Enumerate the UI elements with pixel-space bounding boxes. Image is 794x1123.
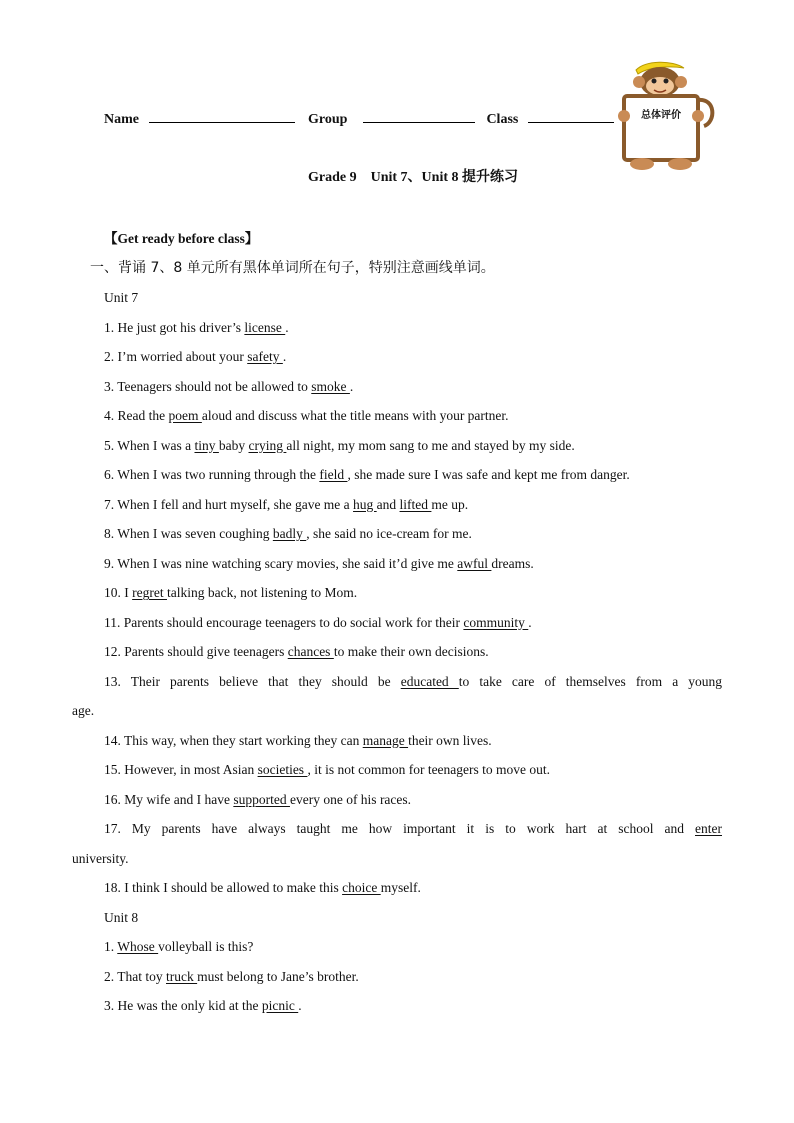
sentence-line [72,431,722,461]
monkey-icon [612,60,718,172]
sentence-text: aloud and discuss what the title means with your partner. [201,408,509,423]
sentence-text: to take care of themselves from a young [458,673,723,689]
class-blank[interactable] [528,108,614,123]
sentence-text: 7. When I fell and hurt myself, she gave me a [104,496,354,512]
sentence-text: all night, my mom sang to me and stayed by my side. [286,437,575,453]
sentence-continuation: age. [72,703,95,718]
underlined-word: Whose [117,939,159,954]
sentence-text: , it is not common for teenagers to move out. [307,762,551,777]
sentence-text: 2. I’m worried about your [104,349,248,364]
student-info-header [104,108,620,128]
sentence-text: dreams. [491,555,534,571]
sentence-text: volleyball is this? [158,939,254,954]
sentence-text: 5. When I was a [104,437,195,453]
name-label: Name [104,112,139,127]
sentence-text: 13. Their parents believe that they should be [104,673,401,689]
section-heading: 【Get ready before class】 [104,231,259,246]
underlined-word: chances [287,644,334,659]
sentence-text: 8. When I was seven coughing [104,526,273,541]
sentence-text: 1. He just got his driver’s [104,319,245,335]
sentence-text: their own lives. [408,732,492,748]
sentence-text: 9. When I was nine watching scary movies, she said it’d give me [104,555,458,571]
sentence-text: 15. However, in most Asian [104,762,258,777]
sentence-text: talking back, not listening to Mom. [166,585,358,600]
underlined-word: regret [132,585,167,600]
sentence-text: . [528,614,532,630]
underlined-word: enter [695,821,722,836]
underlined-word: badly [272,526,307,541]
sentence-line [72,873,722,903]
sentence-line [72,726,722,756]
sentence-text: . [282,349,287,364]
unit7-label: Unit 7 [104,290,139,305]
underlined-word: awful [457,555,492,571]
page-title: Grade 9 Unit 7、Unit 8 提升练习 [308,170,518,185]
underlined-word: crying [248,437,287,453]
sentence-text: 10. I [104,585,133,600]
sentence-text: 3. He was the only kid at the [104,998,262,1013]
sentence-text: 1. [104,939,118,954]
sentence-text: , she said no ice-cream for me. [306,526,472,541]
sentence-text: me up. [431,496,469,512]
underlined-word: supported [233,791,290,807]
sentence-text: . [298,998,302,1013]
unit8-sentence-list [72,932,722,1021]
unit8-label: Unit 8 [104,909,139,925]
underlined-word: field [319,467,348,482]
underlined-word: license [244,319,286,335]
sentence-line [72,962,722,992]
badge-text: 总体评价 [641,110,681,121]
sentence-text: 11. Parents should encourage teenagers to do social work for their [104,614,464,630]
sentence-continuation: university. [72,850,129,866]
sentence-line [72,519,722,549]
worksheet-content [72,224,722,1021]
sentence-line [72,932,722,962]
group-label: Group [308,112,348,127]
sentence-text: 18. I think I should be allowed to make this [104,880,343,895]
sentence-text: must belong to Jane’s brother. [197,968,359,984]
sentence-text: every one of his races. [289,791,412,807]
sentence-line [72,608,722,638]
unit7-sentence-list [72,313,722,903]
sentence-line [72,785,722,815]
name-blank[interactable] [149,108,295,123]
sentence-text: to make their own decisions. [333,644,489,659]
sentence-text: . [285,319,289,335]
underlined-word: lifted [399,496,432,512]
sentence-text: and [376,496,400,512]
underlined-word: truck [166,968,198,984]
sentence-text: 2. That toy [104,968,166,984]
sentence-line [72,667,722,697]
sentence-text: , she made sure I was safe and kept me from danger. [347,467,630,482]
underlined-word: picnic [261,998,299,1013]
underlined-word: smoke [311,378,350,394]
underlined-word: tiny [194,437,219,453]
class-label: Class [486,112,519,127]
sentence-text: 6. When I was two running through the [104,467,320,482]
sentence-line [72,401,722,431]
group-blank[interactable] [363,108,475,123]
sentence-text: myself. [380,880,421,895]
underlined-word: manage [362,732,409,748]
sentence-line [72,755,722,785]
sentence-text: 3. Teenagers should not be allowed to [104,378,312,394]
sentence-line [72,549,722,579]
sentence-line [72,814,722,844]
underlined-word: hug [353,496,377,512]
sentence-line [72,578,722,608]
instruction-text: 一、背诵 7、8 单元所有黑体单词所在句子，特别注意画线单词。 [90,259,495,276]
sentence-line [72,313,722,343]
sentence-line [72,342,722,372]
sentence-line [72,991,722,1021]
sentence-text: . [349,378,354,394]
underlined-word: societies [257,762,308,777]
underlined-word: community [463,614,529,630]
sentence-text: 12. Parents should give teenagers [104,644,288,659]
sentence-text: baby [218,437,249,453]
sentence-text: 4. Read the [104,408,169,423]
sentence-line [72,490,722,520]
sentence-line [72,460,722,490]
underlined-word: educated [400,673,459,689]
sentence-line [72,637,722,667]
underlined-word: poem [168,408,202,423]
sentence-text: 14. This way, when they start working they can [104,732,363,748]
monkey-evaluation-badge [612,60,718,172]
sentence-text: 16. My wife and I have [104,791,234,807]
underlined-word: choice [342,880,381,895]
sentence-line [72,372,722,402]
underlined-word: safety [247,349,283,364]
sentence-text: 17. My parents have always taught me how important it is to work hart at school and [104,821,696,836]
